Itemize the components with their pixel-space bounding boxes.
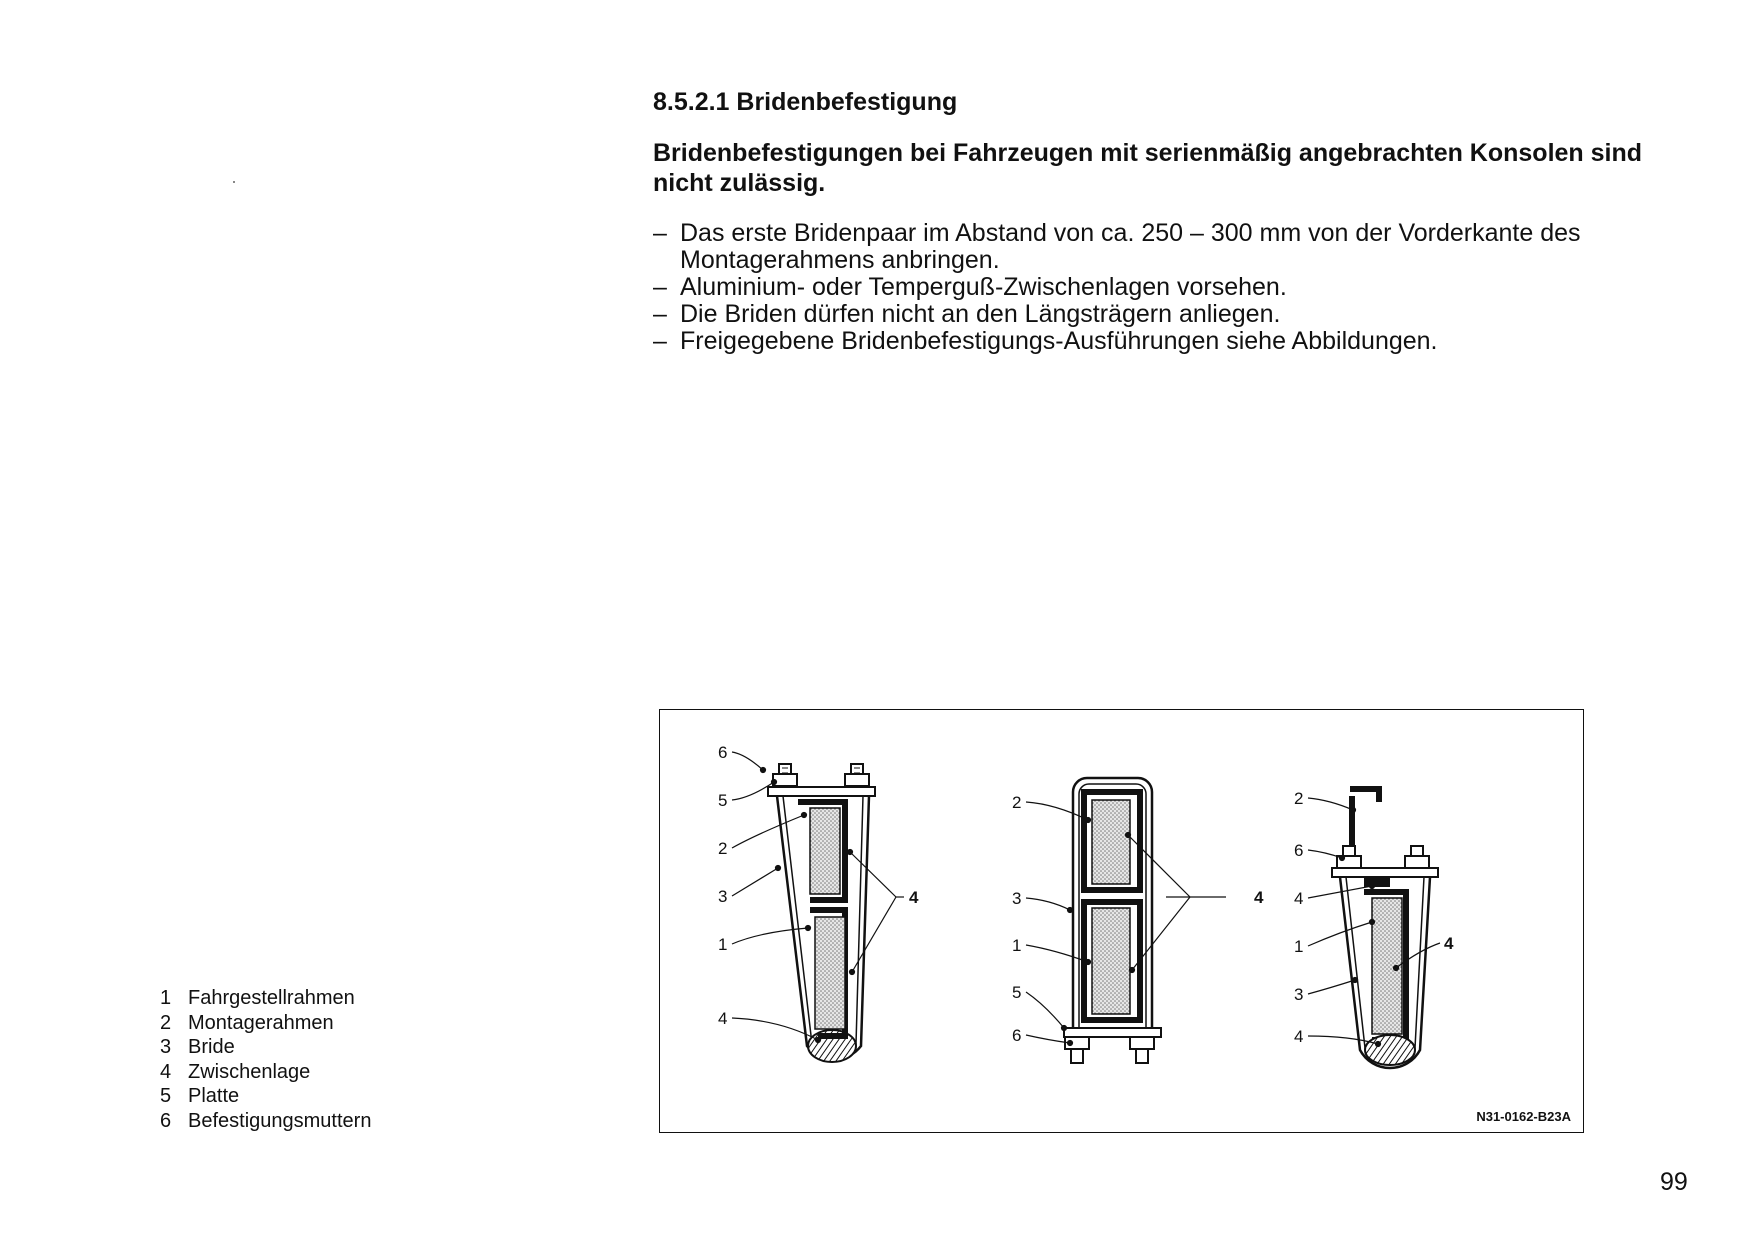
legend-item bbox=[160, 986, 371, 1011]
figure-reference: N31-0162-B23A bbox=[1476, 1109, 1571, 1124]
callout-label: 6 bbox=[718, 743, 728, 762]
plate bbox=[768, 787, 875, 796]
legend-item bbox=[160, 1109, 371, 1134]
list-item bbox=[653, 301, 1683, 328]
legend-label: Bride bbox=[188, 1036, 235, 1058]
callout-label: 2 bbox=[1012, 793, 1022, 812]
bullet-dash: – bbox=[653, 327, 667, 355]
legend-item bbox=[160, 1060, 371, 1085]
figure-legend bbox=[160, 986, 371, 1133]
spacer bbox=[1092, 908, 1130, 1014]
list-item-text: Aluminium- oder Temperguß-Zwischenlagen vorsehen. bbox=[680, 273, 1287, 301]
legend-label: Fahrgestellrahmen bbox=[188, 987, 355, 1009]
list-item bbox=[653, 220, 1683, 274]
callout-label: 1 bbox=[1294, 937, 1304, 956]
legend-number: 1 bbox=[160, 987, 172, 1009]
section-title: 8.5.2.1 Bridenbefestigung bbox=[653, 88, 958, 116]
drawing-b bbox=[1012, 778, 1264, 1063]
legend-label: Montagerahmen bbox=[188, 1011, 334, 1034]
list-item-text: Das erste Bridenpaar im Abstand von ca. 250 – 300 mm von der Vorderkante des Montagerahmens anbringen. bbox=[680, 219, 1581, 274]
spacer-bottom bbox=[1365, 1035, 1415, 1065]
callout-label: 4 bbox=[1254, 888, 1264, 907]
legend-number: 5 bbox=[160, 1085, 172, 1107]
page-number: 99 bbox=[1660, 1168, 1688, 1196]
legend-label: Befestigungsmuttern bbox=[188, 1109, 372, 1132]
instruction-list bbox=[653, 220, 1683, 355]
callout-label: 3 bbox=[1294, 985, 1304, 1004]
spacer-top bbox=[1364, 877, 1390, 887]
callout-label: 1 bbox=[718, 935, 728, 954]
legend-item bbox=[160, 1084, 371, 1109]
callout-label: 5 bbox=[1012, 983, 1022, 1002]
list-item bbox=[653, 274, 1683, 301]
callout-label: 4 bbox=[1294, 889, 1304, 908]
clamp-mounting-figure bbox=[659, 709, 1584, 1133]
callout-label: 2 bbox=[718, 839, 728, 858]
legend-item bbox=[160, 1011, 371, 1036]
callout-label: 3 bbox=[1012, 889, 1022, 908]
callout-label: 4 bbox=[1444, 934, 1454, 953]
legend-number: 4 bbox=[160, 1060, 172, 1083]
callout-label: 6 bbox=[1012, 1026, 1022, 1045]
list-item-text: Freigegebene Bridenbefestigungs-Ausführungen siehe Abbildungen. bbox=[680, 327, 1438, 355]
plate bbox=[1332, 868, 1438, 877]
spacer bbox=[1092, 800, 1130, 884]
mounting-nut-icon bbox=[1065, 1037, 1154, 1063]
mounting-nut-icon bbox=[1337, 846, 1429, 870]
plate bbox=[1064, 1028, 1161, 1037]
callout-label: 3 bbox=[718, 887, 728, 906]
legend-number: 6 bbox=[160, 1109, 172, 1132]
callout-label: 1 bbox=[1012, 936, 1022, 955]
scan-speck bbox=[233, 181, 235, 183]
mounting-nut-icon bbox=[773, 764, 869, 788]
callout-label: 6 bbox=[1294, 841, 1304, 860]
drawing-a bbox=[718, 743, 919, 1062]
bullet-dash: – bbox=[653, 273, 667, 301]
callout-label: 5 bbox=[718, 791, 728, 810]
callout-label: 4 bbox=[718, 1009, 728, 1028]
legend-item bbox=[160, 1035, 371, 1060]
bullet-dash: – bbox=[653, 219, 667, 247]
legend-number: 3 bbox=[160, 1036, 172, 1058]
spacer bbox=[815, 917, 845, 1029]
callout-label: 4 bbox=[1294, 1027, 1304, 1046]
callout-label: 2 bbox=[1294, 789, 1304, 808]
bullet-dash: – bbox=[653, 300, 667, 328]
clamp-diagram bbox=[660, 710, 1582, 1131]
callout-label: 4 bbox=[909, 888, 919, 907]
legend-label: Zwischenlage bbox=[188, 1060, 311, 1083]
legend-label: Platte bbox=[188, 1085, 240, 1107]
warning-text: Bridenbefestigungen bei Fahrzeugen mit serienmäßig angebrachten Konsolen sind nicht zulässig. bbox=[653, 139, 1643, 197]
list-item bbox=[653, 328, 1683, 355]
drawing-c bbox=[1294, 789, 1454, 1068]
list-item-text: Die Briden dürfen nicht an den Längsträgern anliegen. bbox=[680, 300, 1281, 328]
spacer bbox=[810, 808, 840, 894]
legend-number: 2 bbox=[160, 1011, 172, 1034]
